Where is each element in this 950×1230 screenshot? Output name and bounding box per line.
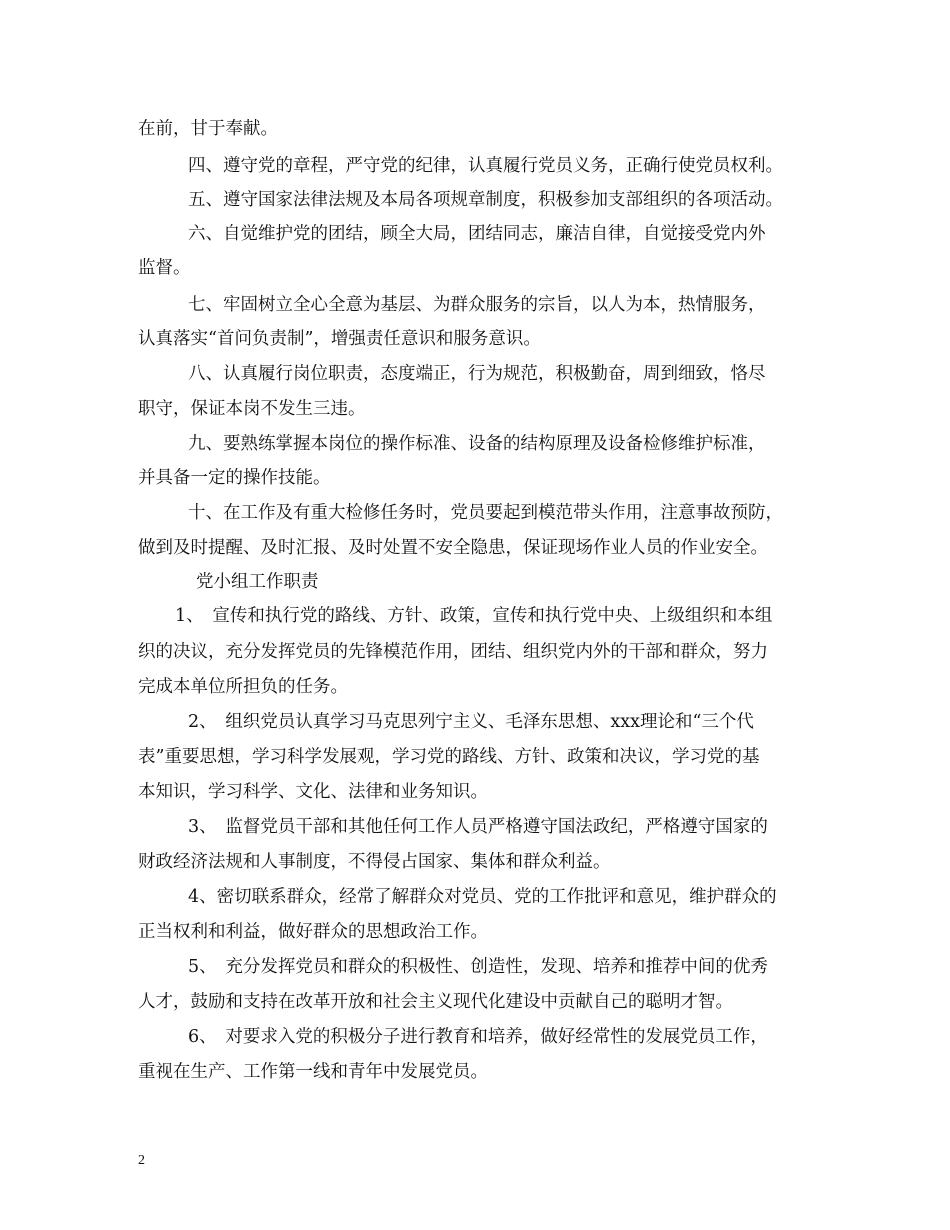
text-line: 五、遵守国家法律法规及本局各项规章制度，积极参加支部组织的各项活动。 xyxy=(188,190,783,210)
text-line: 监督。 xyxy=(138,258,191,278)
text-line: 2、 组织党员认真学习马克思列宁主义、毛泽东思想、xxx理论和“三个代 xyxy=(188,712,754,732)
text-line: 四、遵守党的章程，严守党的纪律，认真履行党员义务，正确行使党员权利。 xyxy=(188,156,783,176)
text-line: 九、要熟练掌握本岗位的操作标准、设备的结构原理及设备检修维护标准， xyxy=(188,434,766,454)
text-line: 正当权利和利益，做好群众的思想政治工作。 xyxy=(138,922,488,942)
text-line: 财政经济法规和人事制度，不得侵占国家、集体和群众利益。 xyxy=(138,852,611,872)
text-line: 在前，甘于奉献。 xyxy=(138,119,278,139)
text-line: 1、 宣传和执行党的路线、方针、政策，宣传和执行党中央、上级组织和本组 xyxy=(175,606,773,626)
text-line: 八、认真履行岗位职责，态度端正，行为规范，积极勤奋，周到细致，恪尽 xyxy=(188,364,766,384)
text-line: 并具备一定的操作技能。 xyxy=(138,468,331,488)
text-line: 职守，保证本岗不发生三违。 xyxy=(138,399,366,419)
text-line: 6、 对要求入党的积极分子进行教育和培养，做好经常性的发展党员工作， xyxy=(188,1027,768,1047)
text-line: 本知识，学习科学、文化、法律和业务知识。 xyxy=(138,782,488,802)
text-line: 织的决议，充分发挥党员的先锋模范作用，团结、组织党内外的干部和群众，努力 xyxy=(138,642,768,662)
text-line: 人才，鼓励和支持在改革开放和社会主义现代化建设中贡献自己的聪明才智。 xyxy=(138,992,733,1012)
text-line: 重视在生产、工作第一线和青年中发展党员。 xyxy=(138,1062,488,1082)
text-line: 十、在工作及有重大检修任务时，党员要起到模范带头作用，注意事故预防， xyxy=(188,503,783,523)
text-line: 七、牢固树立全心全意为基层、为群众服务的宗旨，以人为本，热情服务， xyxy=(188,295,766,315)
text-line: 3、 监督党员干部和其他任何工作人员严格遵守国法政纪，严格遵守国家的 xyxy=(188,817,768,837)
page-number: 2 xyxy=(138,1153,145,1168)
text-line: 4、密切联系群众，经常了解群众对党员、党的工作批评和意见，维护群众的 xyxy=(188,887,777,907)
section-heading: 党小组工作职责 xyxy=(196,572,319,592)
text-line: 5、 充分发挥党员和群众的积极性、创造性，发现、培养和推荐中间的优秀 xyxy=(188,957,768,977)
text-line: 完成本单位所担负的任务。 xyxy=(138,677,348,697)
text-line: 六、自觉维护党的团结，顾全大局，团结同志，廉洁自律，自觉接受党内外 xyxy=(188,224,766,244)
text-line: 认真落实“首问负责制”，增强责任意识和服务意识。 xyxy=(138,329,541,349)
text-line: 表”重要思想，学习科学发展观，学习党的路线、方针、政策和决议，学习党的基 xyxy=(138,747,760,767)
text-line: 做到及时提醒、及时汇报、及时处置不安全隐患，保证现场作业人员的作业安全。 xyxy=(138,538,768,558)
